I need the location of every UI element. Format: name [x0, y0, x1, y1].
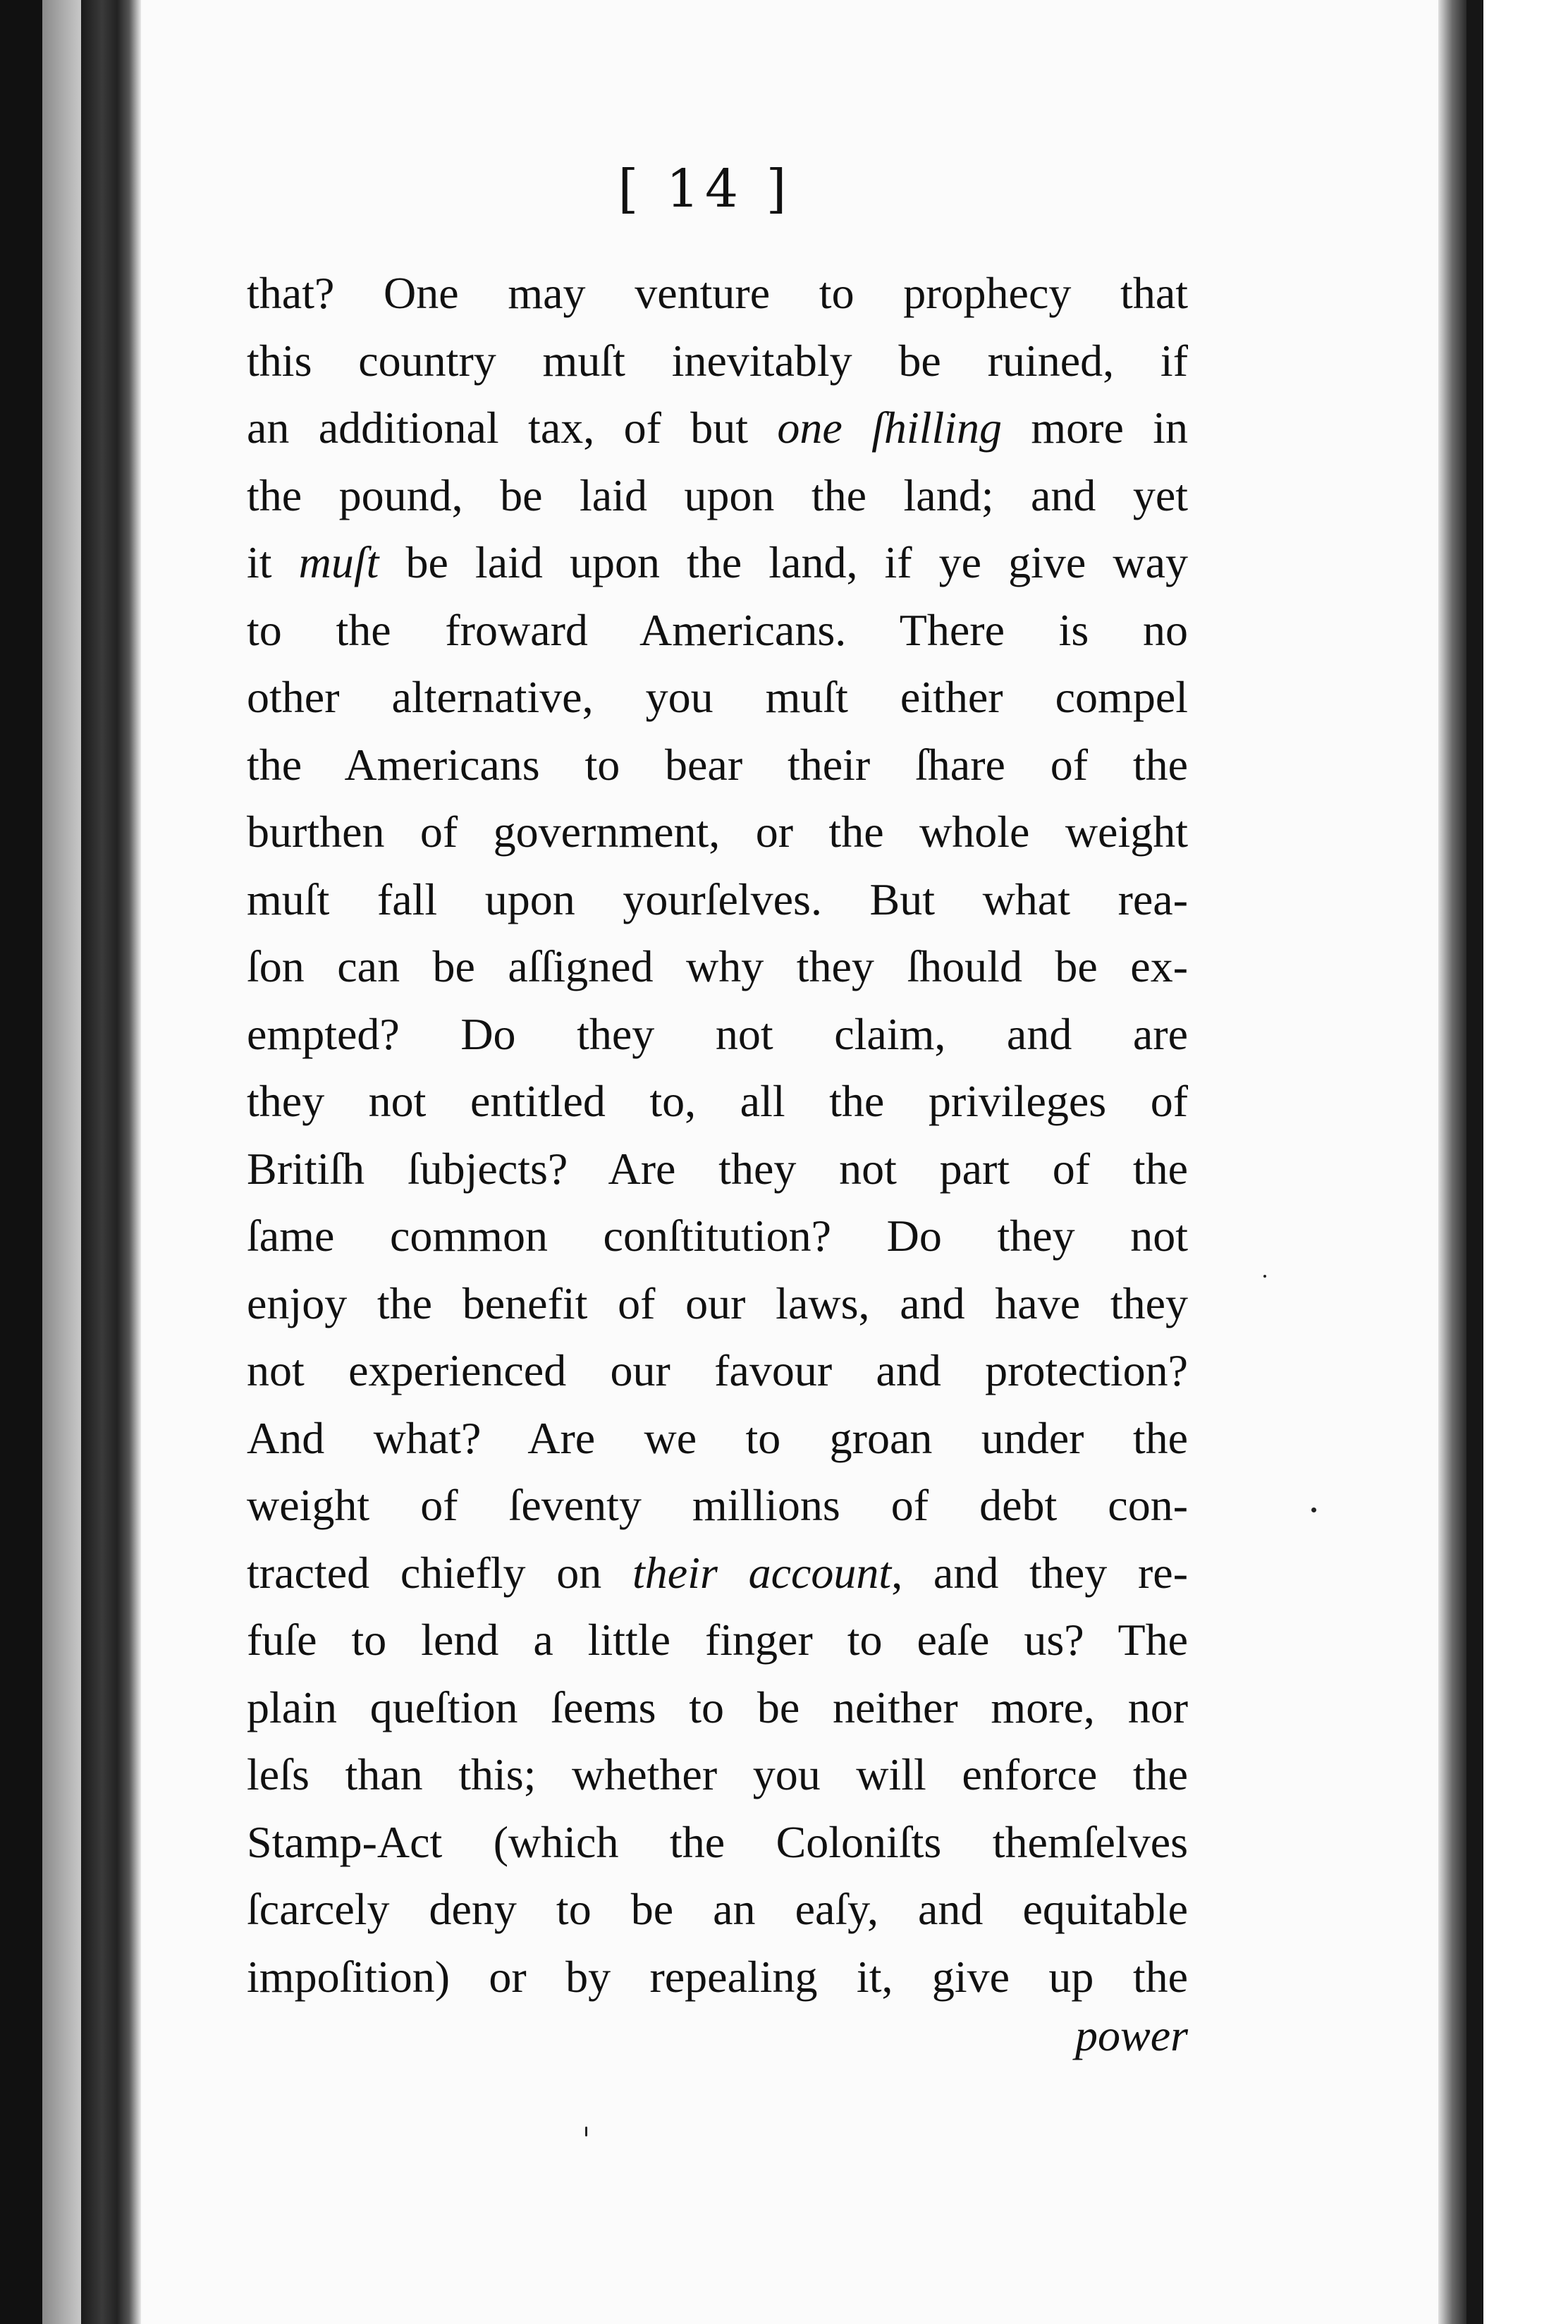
- text-line: [247, 1674, 1188, 1742]
- text-run: enjoy the benefit of our laws, and have they: [247, 1278, 1188, 1328]
- text-run: the pound, be laid upon the land; and yet: [247, 470, 1188, 520]
- text-line: [247, 1337, 1188, 1405]
- catchword: power: [1075, 2010, 1188, 2060]
- italic-text-run: muſt: [298, 537, 379, 587]
- text-line: [247, 1809, 1188, 1876]
- text-run: empted? Do they not claim, and are: [247, 1008, 1188, 1059]
- text-run: not experienced our favour and protection?: [247, 1345, 1188, 1395]
- text-line: [247, 394, 1188, 462]
- text-line: [247, 462, 1188, 530]
- left-binding-edge: [0, 0, 42, 2324]
- text-line: [247, 933, 1188, 1001]
- text-run: Stamp-Act (which the Coloniſts themſelves: [247, 1816, 1188, 1867]
- text-line: [247, 1001, 1188, 1068]
- right-binding-edge: [1466, 0, 1483, 2324]
- text-line: [247, 1876, 1188, 1943]
- text-line: [247, 866, 1188, 934]
- text-run: ſcarcely deny to be an eaſy, and equitable: [247, 1884, 1188, 1934]
- text-line: [247, 597, 1188, 664]
- text-line: [247, 1202, 1188, 1270]
- text-line: [247, 731, 1188, 799]
- text-line: [247, 1741, 1188, 1809]
- text-line: [247, 1472, 1188, 1539]
- ink-speck: [1311, 1507, 1316, 1512]
- text-run: burthen of government, or the whole weight: [247, 807, 1188, 857]
- text-line: [247, 529, 1188, 597]
- italic-text-run: their account: [632, 1547, 892, 1598]
- text-line: [247, 259, 1188, 327]
- text-run: Britiſh ſubjects? Are they not part of the: [247, 1143, 1188, 1194]
- text-line: [247, 1606, 1188, 1674]
- text-run: And what? Are we to groan under the: [247, 1412, 1188, 1463]
- text-run: they not entitled to, all the privileges of: [247, 1076, 1188, 1126]
- text-run: it: [247, 537, 299, 587]
- text-run: to the froward Americans. There is no: [247, 604, 1188, 655]
- text-line: [247, 1405, 1188, 1472]
- text-run: ſon can be aſſigned why they ſhould be ex-: [247, 941, 1188, 991]
- text-line: [247, 1270, 1188, 1338]
- text-run: more in: [1002, 403, 1188, 453]
- text-line: [247, 327, 1188, 395]
- ink-speck: [585, 2127, 587, 2136]
- text-run: an additional tax, of but: [247, 403, 778, 453]
- text-run: impoſition) or by repealing it, give up the: [247, 1951, 1188, 2002]
- text-run: be laid upon the land, if ye give way: [379, 537, 1188, 587]
- text-run: tracted chiefly on: [247, 1547, 632, 1598]
- left-binding-shadow: [42, 0, 81, 2324]
- text-line: [247, 663, 1188, 731]
- text-line: [247, 1068, 1188, 1135]
- text-line: [247, 1539, 1188, 1607]
- ink-speck: [1263, 1275, 1266, 1278]
- text-run: leſs than this; whether you will enforce the: [247, 1749, 1188, 1799]
- text-run: , and they re-: [891, 1547, 1188, 1598]
- page-number-header: [ 14 ]: [618, 159, 792, 219]
- text-run: other alternative, you muſt either compel: [247, 672, 1188, 722]
- left-gutter: [81, 0, 141, 2324]
- text-run: this country muſt inevitably be ruined, if: [247, 335, 1188, 386]
- text-line: [247, 1943, 1188, 2011]
- text-run: plain queſtion ſeems to be neither more, nor: [247, 1682, 1188, 1732]
- italic-text-run: one ſhilling: [777, 403, 1003, 453]
- body-text: [247, 259, 1188, 2010]
- text-run: weight of ſeventy millions of debt con-: [247, 1480, 1188, 1530]
- text-run: that? One may venture to prophecy that: [247, 268, 1188, 318]
- text-run: fuſe to lend a little finger to eaſe us? The: [247, 1615, 1188, 1665]
- text-run: the Americans to bear their ſhare of the: [247, 739, 1188, 790]
- text-run: ſame common conſtitution? Do they not: [247, 1211, 1188, 1261]
- right-margin-background: [1483, 0, 1568, 2324]
- text-line: [247, 1135, 1188, 1203]
- right-page-edge: [1438, 0, 1466, 2324]
- text-run: muſt fall upon yourſelves. But what rea-: [247, 874, 1188, 924]
- text-line: [247, 798, 1188, 866]
